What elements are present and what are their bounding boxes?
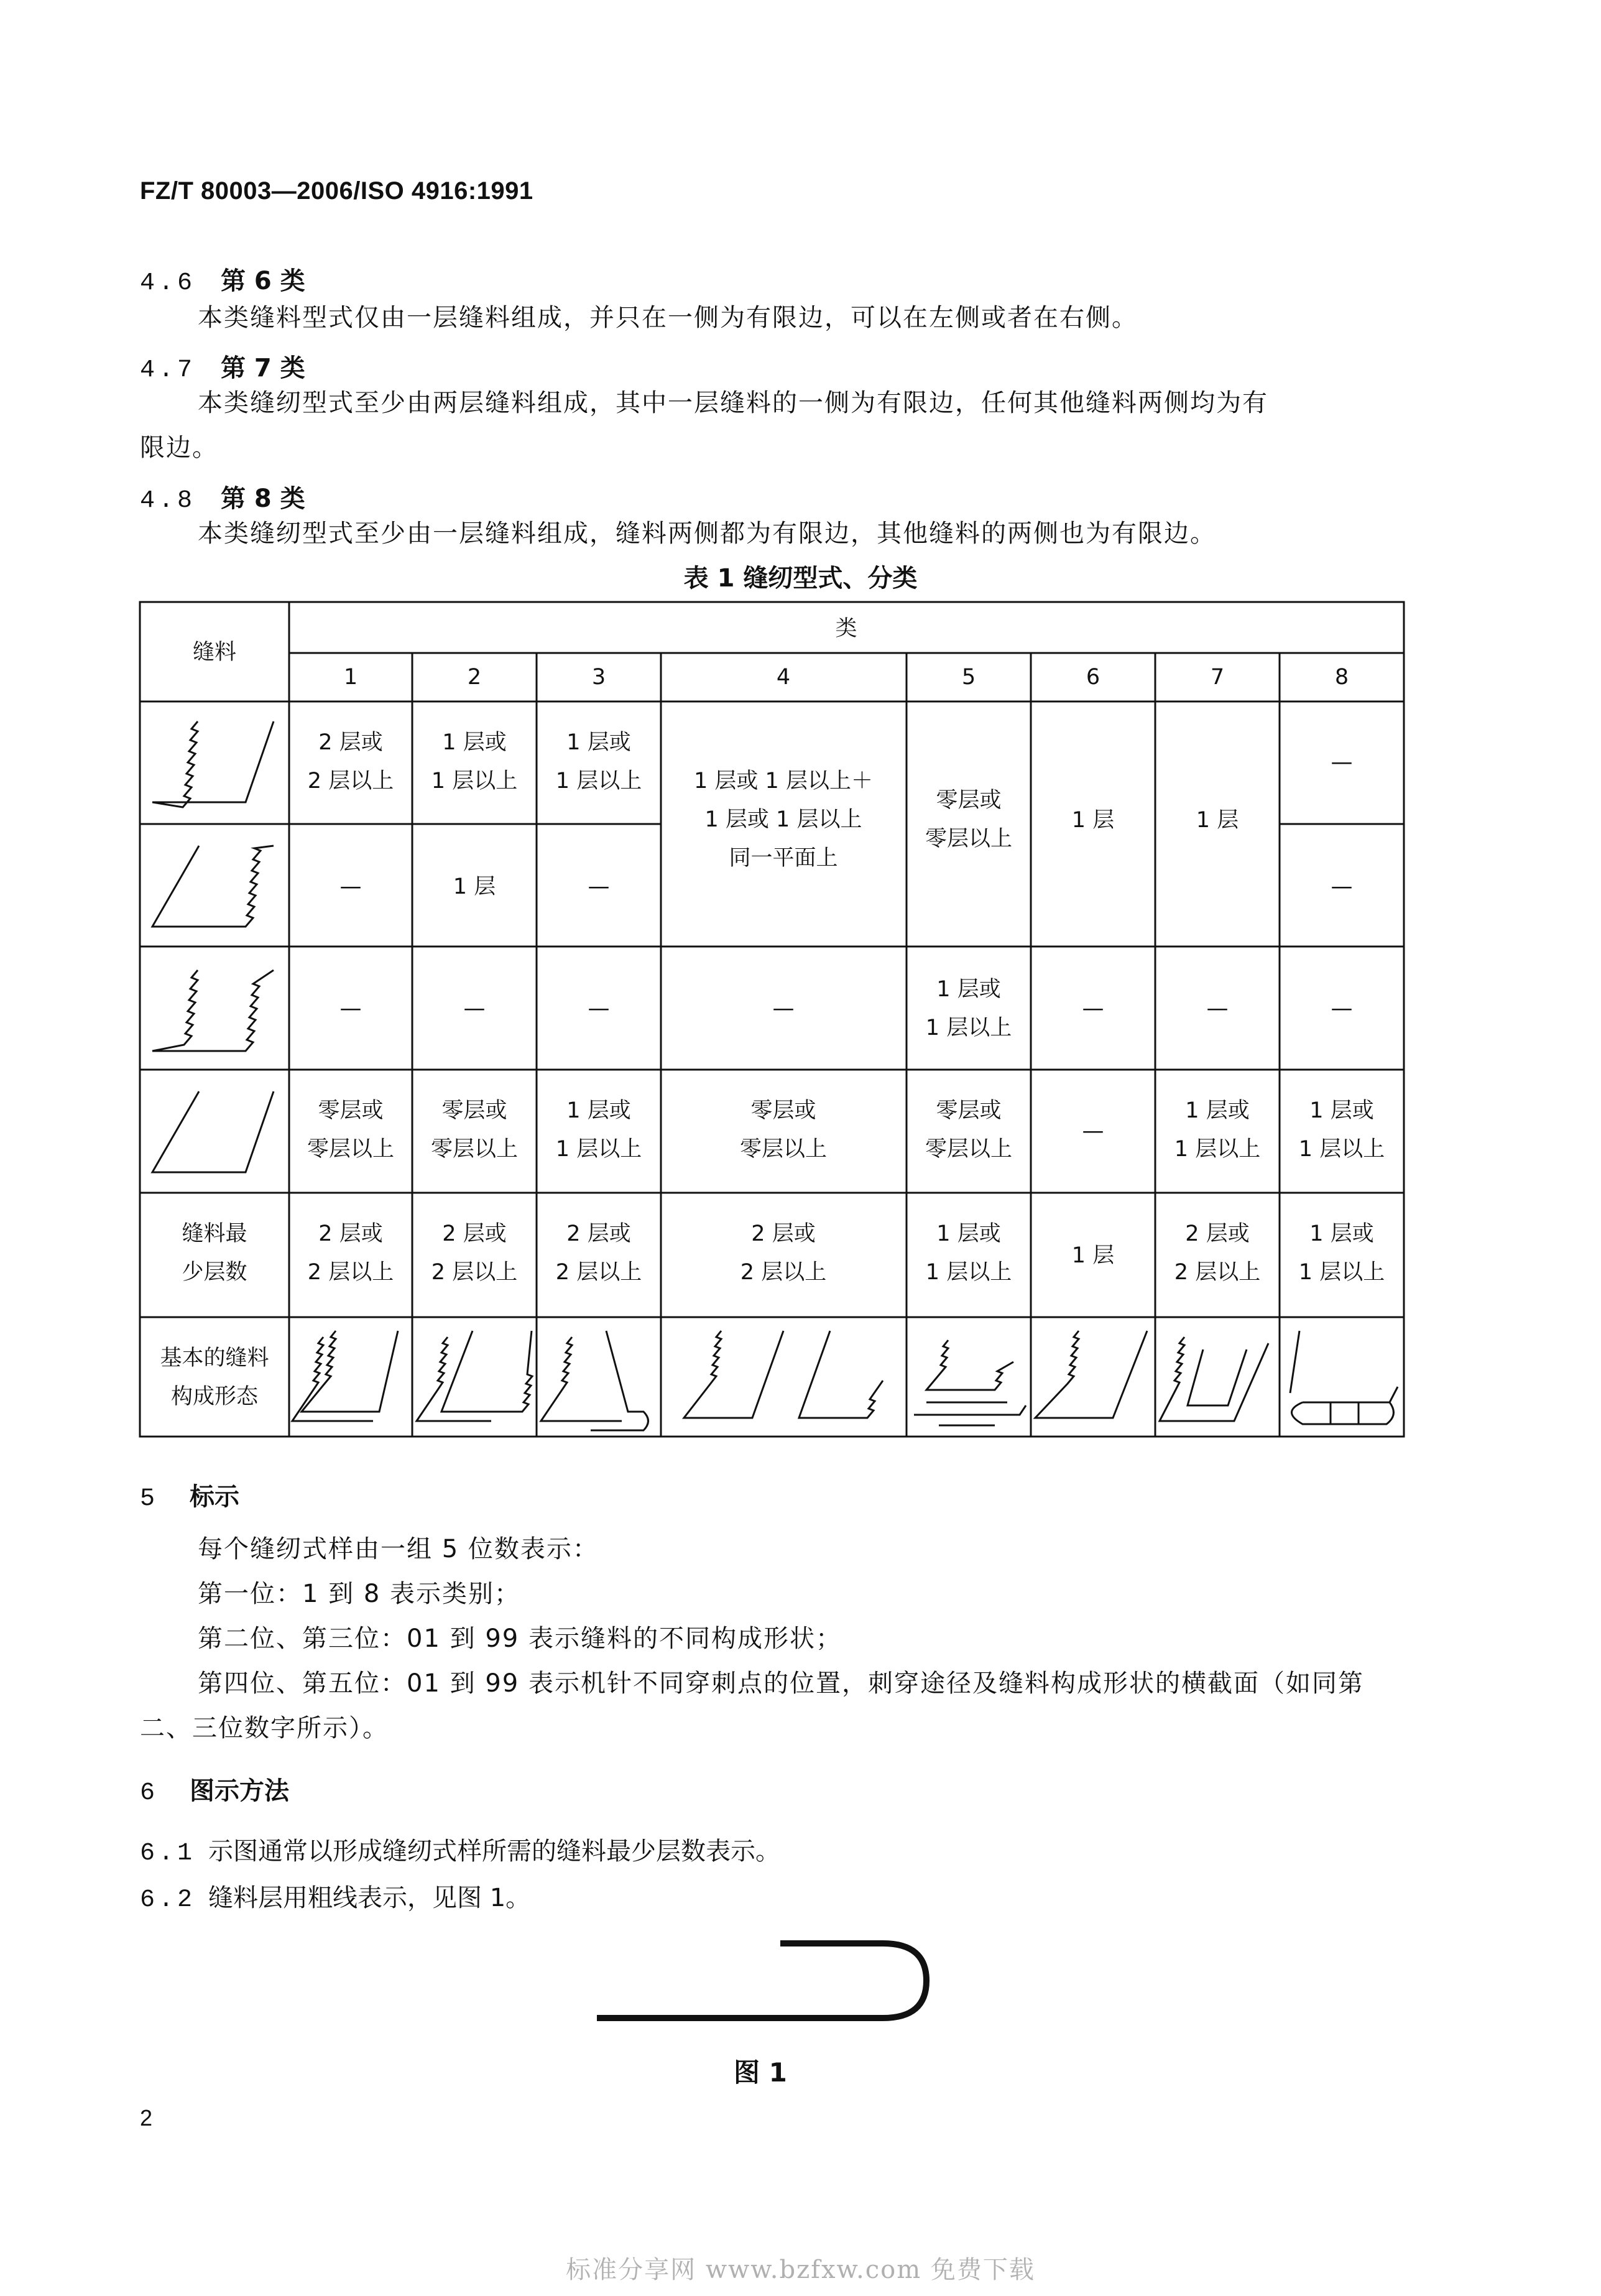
cell-c6-merged: 1 层 [1071,808,1115,833]
watermark: 标准分享网 www.bzfxw.com 免费下载 [566,2256,1035,2284]
cell-r1-c2-a: 1 层或 [442,730,507,755]
cell-r3-c2: — [463,996,486,1021]
min-c1-b: 2 层以上 [307,1260,394,1285]
cell-r4-c4-b: 零层以上 [739,1137,828,1162]
section-5-line1: 每个缝纫式样由一组 5 位数表示： [198,1535,599,1563]
section-4-7-text-line1: 本类缝纫型式至少由两层缝料组成，其中一层缝料的一侧为有限边，任何其他缝料两侧均为有 [198,389,1268,417]
cell-r4-c7-a: 1 层或 [1185,1098,1250,1123]
cell-r1-c3-a: 1 层或 [566,730,631,755]
cell-r4-c8-b: 1 层以上 [1298,1137,1385,1162]
cell-r4-c1-a: 零层或 [318,1098,384,1123]
cell-c4-merged-c: 同一平面上 [729,846,838,871]
section-title: 第 7 类 [221,354,305,382]
basic-config-label-b: 构成形态 [170,1384,259,1409]
min-c8-a: 1 层或 [1309,1221,1374,1246]
min-c2-b: 2 层以上 [431,1260,518,1285]
cell-r3-c5-a: 1 层或 [936,977,1001,1002]
cell-c7-merged: 1 层 [1196,808,1239,833]
section-title: 标示 [190,1483,239,1511]
cell-r3-c1: — [339,996,362,1021]
min-c8-b: 1 层以上 [1298,1260,1385,1285]
section-number: 5 [140,1485,159,1513]
min-c2-a: 2 层或 [442,1221,507,1246]
section-title: 图示方法 [190,1777,289,1805]
section-number: 4.6 [140,269,196,297]
min-c4-b: 2 层以上 [740,1260,827,1285]
section-number: 6.2 [140,1886,196,1914]
min-c6: 1 层 [1071,1243,1115,1268]
cell-r4-c8-a: 1 层或 [1309,1098,1374,1123]
thick-fabric-layer-line [597,1943,926,2018]
cell-r4-c5-a: 零层或 [936,1098,1002,1123]
section-4-8-text: 本类缝纫型式至少由一层缝料组成，缝料两侧都为有限边，其他缝料的两侧也为有限边。 [198,519,1216,548]
class-label: 1 [343,665,358,690]
cell-r2-c1: — [339,874,362,899]
cell-r1-c3-b: 1 层以上 [555,769,642,794]
min-layers-label-b: 少层数 [182,1260,247,1285]
cell-r4-c5-b: 零层以上 [925,1137,1013,1162]
section-number: 4.8 [140,487,196,515]
class-label: 7 [1210,665,1225,690]
section-4-7-text-line2: 限边。 [140,433,218,462]
section-number: 6 [140,1779,159,1807]
min-c1-a: 2 层或 [318,1221,383,1246]
cell-c4-merged-a: 1 层或 1 层以上＋ [694,769,873,794]
cell-c4-merged-b: 1 层或 1 层以上 [704,807,862,832]
cell-c5-merged-a: 零层或 [936,788,1002,813]
cell-r4-c7-b: 1 层以上 [1174,1137,1261,1162]
section-4-6-text: 本类缝料型式仅由一层缝料组成，并只在一侧为有限边，可以在左侧或者在右侧。 [198,303,1138,332]
cell-r3-c4: — [772,996,795,1021]
cell-r1-c8: — [1331,750,1353,775]
cell-c5-merged-b: 零层以上 [925,826,1013,851]
min-c5-a: 1 层或 [936,1221,1001,1246]
cell-r4-c3-a: 1 层或 [566,1098,631,1123]
class-label: 2 [467,665,482,690]
cell-r2-c3: — [588,874,610,899]
cell-r1-c2-b: 1 层以上 [431,769,518,794]
section-5-line4: 第四位、第五位：01 到 99 表示机针不同穿刺点的位置，刺穿途径及缝料构成形状的横截面（如同第 [198,1669,1364,1698]
basic-config-label-a: 基本的缝料 [160,1346,269,1371]
cell-r3-c6: — [1082,996,1104,1021]
cell-r2-c8: — [1331,874,1353,899]
table-caption: 表 1 缝纫型式、分类 [683,564,918,593]
section-number: 6.1 [140,1840,196,1868]
min-c5-b: 1 层以上 [925,1260,1012,1285]
cell-r4-c2-b: 零层以上 [430,1137,519,1162]
section-title: 第 6 类 [221,267,305,295]
cell-r4-c4-a: 零层或 [750,1098,816,1123]
min-c3-a: 2 层或 [566,1221,631,1246]
class-label: 8 [1334,665,1349,690]
min-c3-b: 2 层以上 [555,1260,642,1285]
section-text: 缝料层用粗线表示，见图 1。 [208,1884,531,1912]
class-label: 4 [776,665,791,690]
class-label: 3 [591,665,606,690]
section-title: 第 8 类 [221,484,305,513]
page-number: 2 [140,2105,153,2131]
class-label: 5 [961,665,976,690]
corner-header: 缝料 [192,640,237,665]
min-layers-label-a: 缝料最 [182,1221,247,1246]
min-c7-b: 2 层以上 [1174,1260,1261,1285]
cell-r3-c3: — [588,996,610,1021]
cell-r3-c8: — [1331,996,1353,1021]
cell-r1-c1-a: 2 层或 [318,730,383,755]
figure-label: 图 1 [734,2057,787,2088]
section-5-line3: 第二位、第三位：01 到 99 表示缝料的不同构成形状； [198,1624,842,1653]
section-5-line2: 第一位：1 到 8 表示类别； [198,1580,521,1608]
class-header: 类 [835,616,857,641]
section-5-line5: 二、三位数字所示）。 [140,1714,389,1743]
class-label: 6 [1086,665,1100,690]
cell-r2-c2: 1 层 [453,874,496,899]
document-header: FZ/T 80003—2006/ISO 4916:1991 [140,177,533,205]
cell-r4-c6: — [1082,1119,1104,1144]
cell-r4-c1-b: 零层以上 [307,1137,395,1162]
cell-r4-c3-b: 1 层以上 [555,1137,642,1162]
section-text: 示图通常以形成缝纫式样所需的缝料最少层数表示。 [208,1837,780,1866]
min-c7-a: 2 层或 [1185,1221,1250,1246]
min-c4-a: 2 层或 [751,1221,816,1246]
cell-r3-c5-b: 1 层以上 [925,1016,1012,1040]
cell-r1-c1-b: 2 层以上 [307,769,394,794]
cell-r4-c2-a: 零层或 [441,1098,507,1123]
cell-r3-c7: — [1206,996,1229,1021]
section-number: 4.7 [140,356,196,384]
